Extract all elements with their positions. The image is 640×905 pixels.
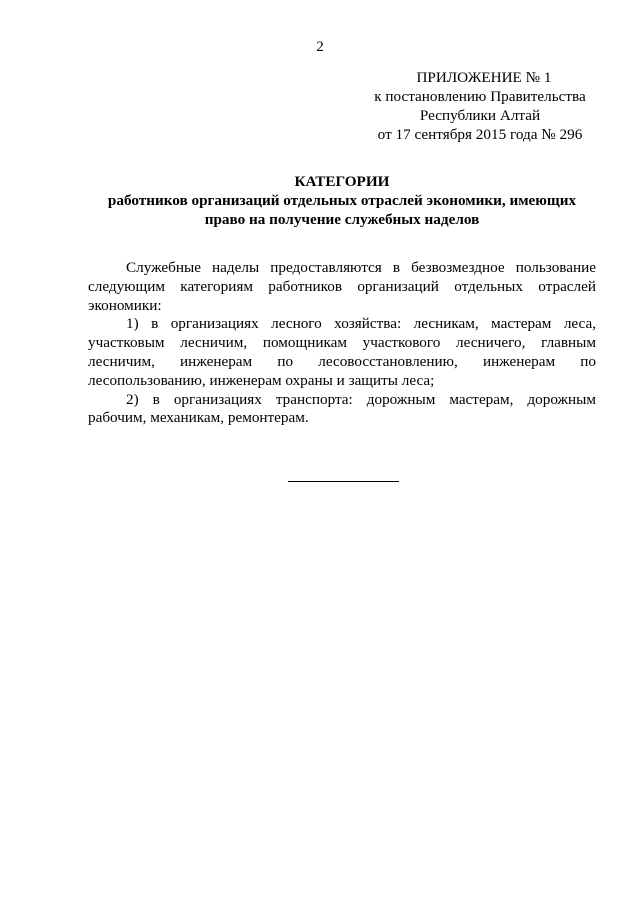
appendix-block xyxy=(340,68,620,144)
body-intro-paragraph: Служебные наделы предоставляются в безвозмездное пользование следующим категориям работников организаций отдельных отраслей экономики: xyxy=(88,259,596,314)
closing-rule xyxy=(288,481,399,482)
appendix-title: ПРИЛОЖЕНИЕ № 1 xyxy=(416,69,552,86)
appendix-date-line: от 17 сентября 2015 года № 296 xyxy=(377,126,583,143)
body-item-forestry: 1) в организациях лесного хозяйства: лесникам, мастерам леса, участковым лесничим, помощникам участкового лесничего, главным лесничим, инженерам по лесовосстановлению, инженерам по лесопользованию, инженерам охраны и защиты леса; xyxy=(88,315,596,389)
document-heading xyxy=(88,172,596,229)
heading-title: КАТЕГОРИИ xyxy=(294,173,390,190)
appendix-decree-line: к постановлению Правительства xyxy=(374,88,586,105)
body-item-transport: 2) в организациях транспорта: дорожным мастерам, дорожным рабочим, механикам, ремонтерам. xyxy=(88,390,596,427)
document-body xyxy=(88,259,596,428)
appendix-republic-line: Республики Алтай xyxy=(419,107,541,124)
page-number: 2 xyxy=(316,39,324,55)
heading-subtitle: работников организаций отдельных отраслей экономики, имеющих право на получение служебных наделов xyxy=(107,192,577,228)
